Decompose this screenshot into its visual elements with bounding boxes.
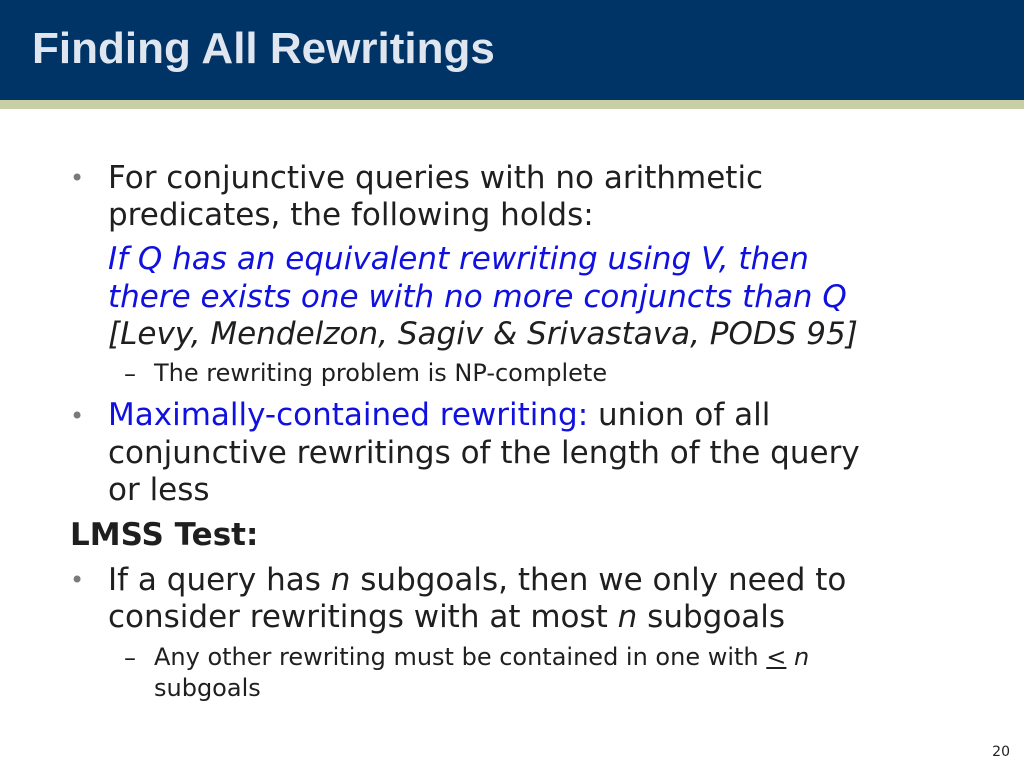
text-run: If a query has: [108, 562, 331, 598]
bullet3-line1: [108, 561, 846, 599]
bullet1-line2: predicates, the following holds:: [108, 197, 594, 233]
text-run: subgoals: [637, 599, 786, 635]
bullet1-line1: For conjunctive queries with no arithmetic: [108, 160, 764, 196]
bullet3-sub1-line2: subgoals: [154, 674, 261, 702]
variable-n: n: [617, 599, 638, 635]
page-number: 20: [992, 744, 1010, 760]
bullet3-sub1: [154, 642, 809, 672]
less-equal-symbol: <: [766, 643, 787, 671]
variable-n: n: [794, 643, 810, 671]
citation: [Levy, Mendelzon, Sagiv & Srivastava, PODS 95]: [108, 316, 858, 352]
bullet-marker: •: [70, 566, 85, 594]
slide-title: Finding All Rewritings: [32, 24, 495, 73]
bullet-marker: •: [70, 402, 85, 430]
bullet-marker: •: [70, 164, 85, 192]
bullet2-line2: conjunctive rewritings of the length of the query: [108, 435, 860, 471]
bullet3-line2: [108, 598, 785, 636]
bullet1-sub1: The rewriting problem is NP-complete: [154, 359, 608, 387]
sub-bullet-dash: –: [124, 360, 136, 388]
variable-n: n: [330, 562, 351, 598]
bullet2-highlight: Maximally-contained rewriting:: [108, 397, 589, 433]
text-run: consider rewritings with at most: [108, 599, 618, 635]
bullet2-line1: [108, 396, 770, 434]
bullet2-line3: or less: [108, 472, 210, 508]
text-run: subgoals, then we only need to: [350, 562, 847, 598]
theorem-line1: If Q has an equivalent rewriting using V, then: [108, 241, 809, 277]
bullet2-line1-rest: union of all: [588, 397, 771, 433]
theorem-line2: there exists one with no more conjuncts than Q: [108, 279, 847, 315]
section-heading: LMSS Test:: [70, 517, 259, 553]
sub-bullet-dash: –: [124, 644, 136, 672]
text-run: Any other rewriting must be contained in one with: [154, 643, 767, 671]
